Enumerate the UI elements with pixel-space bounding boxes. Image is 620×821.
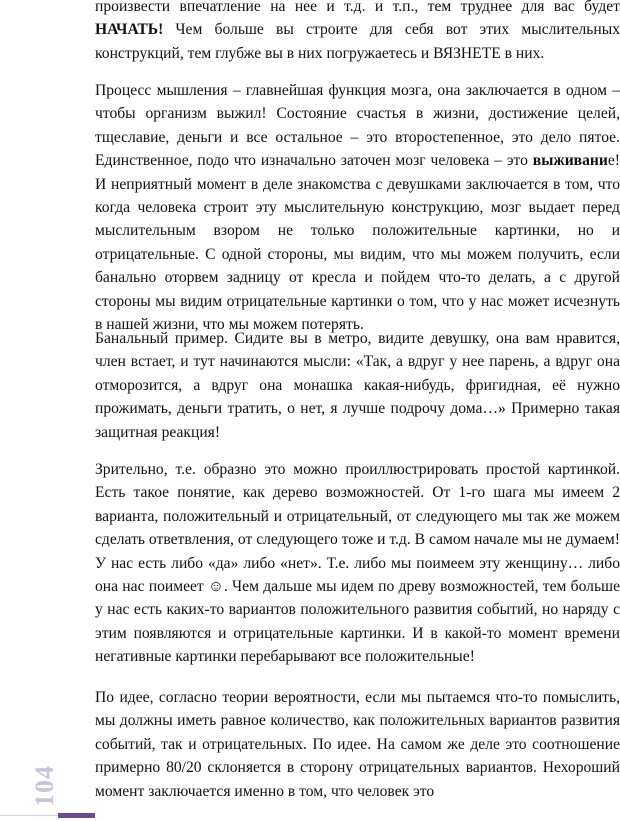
paragraph-2 xyxy=(95,79,620,336)
paragraph-1-bold-start: НАЧАТЬ! xyxy=(95,21,164,39)
paragraph-5 xyxy=(95,686,620,803)
page-number: 104 xyxy=(30,765,59,807)
paragraph-5-text: По идее, согласно теории вероятности, если мы пытаемся что-то помыслить, мы должны иметь равное количество, как положительных вариантов развития событий, так и отрицательных. По идее. На самом же деле это соотношение примерно 80/20 склоняется в сторону отрицательных вариантов. Нехороший момент заключается именно в том, что человек это xyxy=(95,689,620,800)
paragraph-3-text: Банальный пример. Сидите вы в метро, видите девушку, она вам нравится, член встает, и тут начинаются мысли: «Так, а вдруг у нее парень, а вдруг она отморозится, а вдруг она монашка какая-нибудь, фригидная, её нужно прожимать, деньги тратить, о нет, я лучше подрочу дома…» Примерно такая защитная реакция! xyxy=(95,330,620,441)
paragraph-3 xyxy=(95,327,620,444)
paragraph-1-text-1: произвести впечатление на нее и т.д. и т.п., тем труднее для вас будет xyxy=(95,0,620,15)
paragraph-2-text-2: е! И неприятный момент в деле знакомства с девушками заключается в том, что когда человека строит эту мыслительную конструкцию, мозг выдает перед мыслительным взором не только положительные картинки, но и отрицательные. С одной стороны, мы видим, что мы можем получить, если банально оторвем задницу от кресла и пойдем что-то делать, а с другой стороны мы видим отрицательные картинки о том, что у нас может исчезнуть в нашей жизни, что мы можем потерять. xyxy=(95,152,620,334)
footer-accent-bar xyxy=(58,813,95,818)
paragraph-2-text-1: Процесс мышления – главнейшая функция мозга, она заключается в одном – чтобы организм выжил! Состояние счастья в жизни, достижение целей, тщеславие, деньги и все остальное – это второстепенное, это дело пятое. Единственное, подо что изначально заточен мозг человека – это xyxy=(95,82,620,170)
paragraph-1-text-2: Чем больше вы строите для себя вот этих мыслительных конструкций, тем глубже вы в них погружаетесь и ВЯЗНЕТЕ в них. xyxy=(95,21,620,62)
paragraph-4 xyxy=(95,458,620,669)
paragraph-4-text: Зрительно, т.е. образно это можно проиллюстрировать простой картинкой. Есть такое понятие, как дерево возможностей. От 1-го шага мы имеем 2 варианта, положительный и отрицательный, от следующего мы так же можем сделать ответвления, от следующего тоже и т.д. В самом начале мы не думаем! У нас есть либо «да» либо «нет». Т.е. либо мы поимеем эту женщину… либо она нас поимеет ☺. Чем дальше мы идем по древу возможностей, тем больше у нас есть каких-то вариантов положительного развития событий, но наряду с этим появляются и отрицательные картинки. И в какой-то момент времени негативные картинки перебарывают все положительные! xyxy=(95,461,620,666)
paragraph-2-bold-survival: выживани xyxy=(532,152,608,170)
paragraph-1 xyxy=(95,0,620,65)
